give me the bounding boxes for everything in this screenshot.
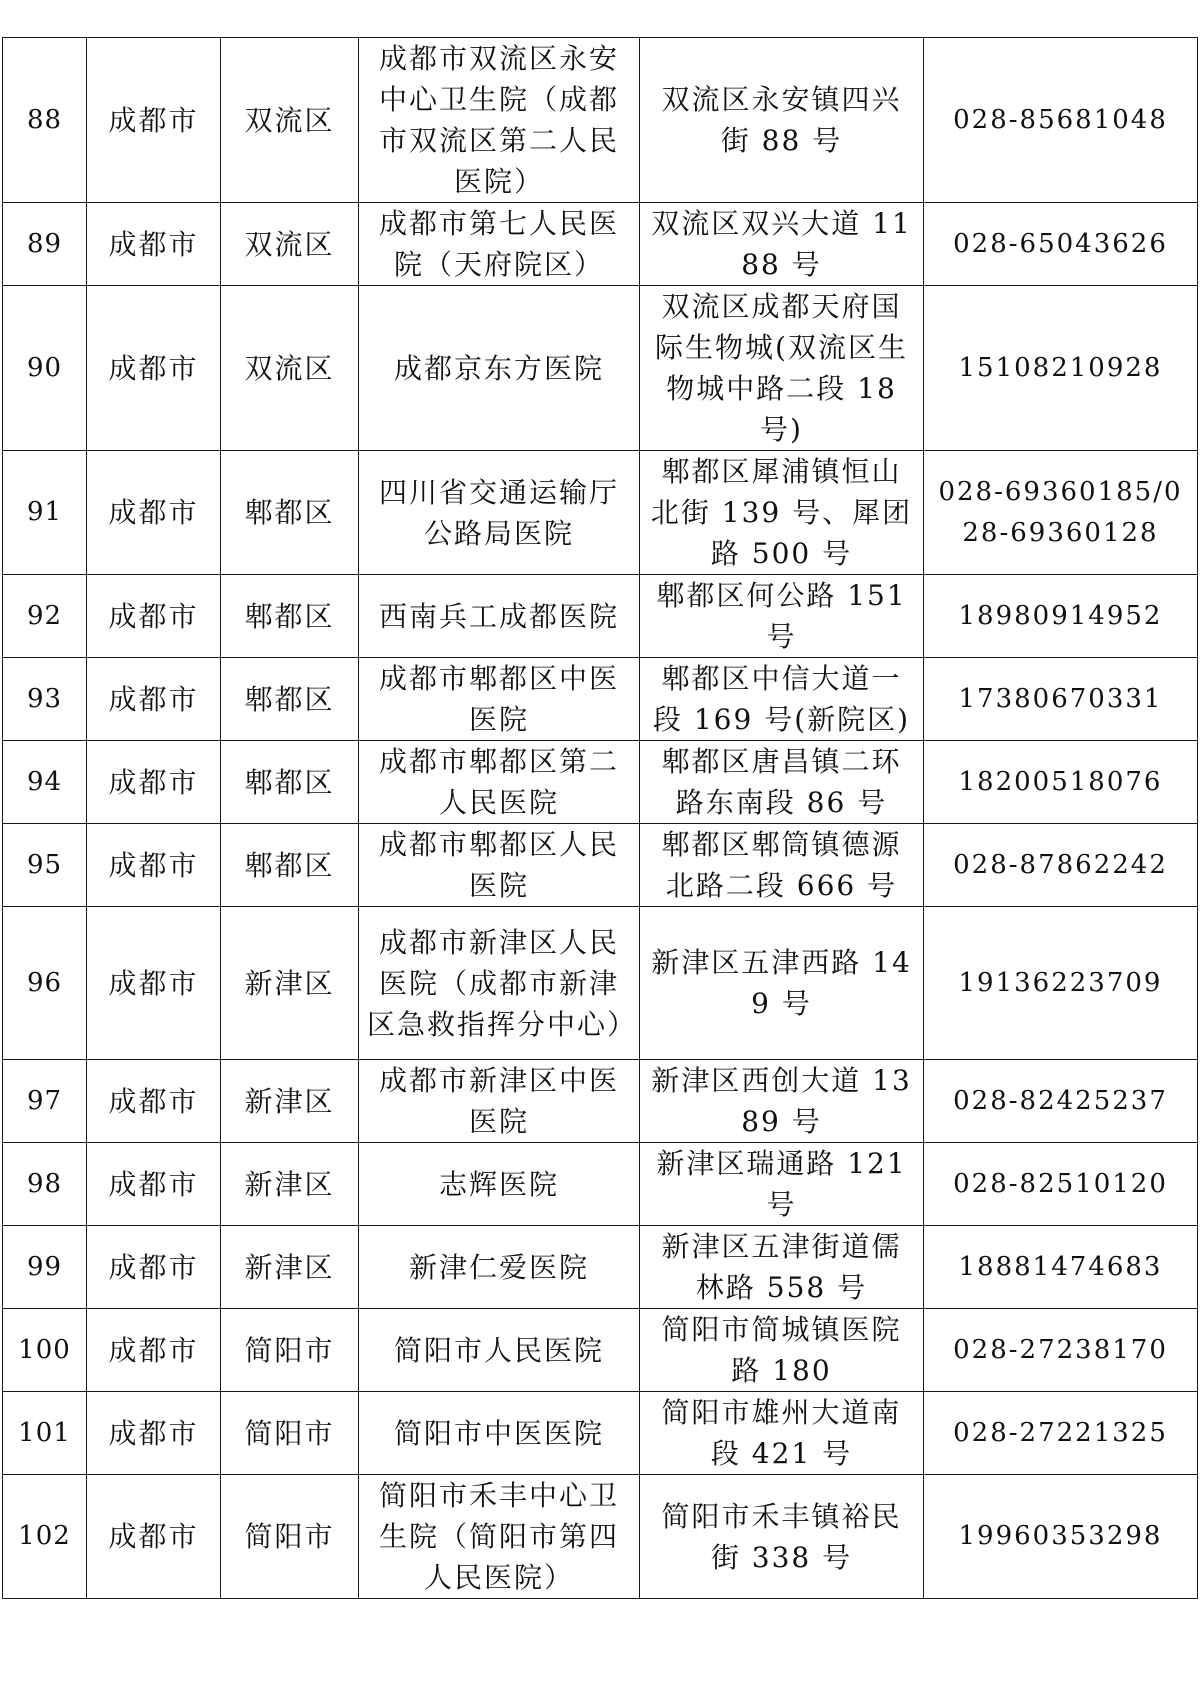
city-cell: 成都市 [87, 741, 221, 824]
city-cell: 成都市 [87, 451, 221, 575]
table-row [3, 1143, 1198, 1226]
table-row [3, 203, 1198, 286]
district-cell: 双流区 [221, 38, 359, 203]
city-cell: 成都市 [87, 286, 221, 451]
hospital-name-cell: 成都京东方医院 [359, 286, 640, 451]
table-row [3, 824, 1198, 907]
address-cell: 新津区瑞通路 121 号 [640, 1143, 924, 1226]
district-cell: 新津区 [221, 1143, 359, 1226]
city-cell: 成都市 [87, 1143, 221, 1226]
city-cell: 成都市 [87, 658, 221, 741]
hospital-name-cell: 成都市郫都区第二人民医院 [359, 741, 640, 824]
city-cell: 成都市 [87, 824, 221, 907]
address-cell: 新津区西创大道 1389 号 [640, 1060, 924, 1143]
district-cell: 郫都区 [221, 451, 359, 575]
city-cell: 成都市 [87, 575, 221, 658]
row-number: 99 [3, 1226, 87, 1309]
district-cell: 简阳市 [221, 1392, 359, 1475]
hospital-name-cell: 简阳市人民医院 [359, 1309, 640, 1392]
row-number: 95 [3, 824, 87, 907]
district-cell: 新津区 [221, 1060, 359, 1143]
table-row [3, 451, 1198, 575]
district-cell: 双流区 [221, 286, 359, 451]
table-row [3, 907, 1198, 1060]
address-cell: 简阳市禾丰镇裕民街 338 号 [640, 1475, 924, 1599]
address-cell: 郫都区何公路 151 号 [640, 575, 924, 658]
city-cell: 成都市 [87, 1226, 221, 1309]
row-number: 101 [3, 1392, 87, 1475]
district-cell: 郫都区 [221, 741, 359, 824]
city-cell: 成都市 [87, 1309, 221, 1392]
row-number: 90 [3, 286, 87, 451]
table-row [3, 1475, 1198, 1599]
address-cell: 双流区永安镇四兴街 88 号 [640, 38, 924, 203]
address-cell: 郫都区犀浦镇恒山北街 139 号、犀团路 500 号 [640, 451, 924, 575]
table-row [3, 1392, 1198, 1475]
row-number: 89 [3, 203, 87, 286]
hospital-name-cell: 成都市新津区中医医院 [359, 1060, 640, 1143]
hospital-table [2, 37, 1198, 1599]
table-row [3, 1309, 1198, 1392]
hospital-name-cell: 成都市新津区人民医院（成都市新津区急救指挥分中心） [359, 907, 640, 1060]
district-cell: 新津区 [221, 907, 359, 1060]
phone-cell: 028-27238170 [924, 1309, 1198, 1392]
row-number: 92 [3, 575, 87, 658]
city-cell: 成都市 [87, 907, 221, 1060]
phone-cell: 18200518076 [924, 741, 1198, 824]
hospital-name-cell: 简阳市中医医院 [359, 1392, 640, 1475]
district-cell: 郫都区 [221, 824, 359, 907]
row-number: 97 [3, 1060, 87, 1143]
district-cell: 新津区 [221, 1226, 359, 1309]
phone-cell: 028-82510120 [924, 1143, 1198, 1226]
hospital-name-cell: 志辉医院 [359, 1143, 640, 1226]
address-cell: 郫都区唐昌镇二环路东南段 86 号 [640, 741, 924, 824]
city-cell: 成都市 [87, 1060, 221, 1143]
city-cell: 成都市 [87, 203, 221, 286]
district-cell: 简阳市 [221, 1309, 359, 1392]
hospital-name-cell: 四川省交通运输厅公路局医院 [359, 451, 640, 575]
row-number: 102 [3, 1475, 87, 1599]
district-cell: 郫都区 [221, 658, 359, 741]
hospital-name-cell: 成都市郫都区中医医院 [359, 658, 640, 741]
phone-cell: 028-87862242 [924, 824, 1198, 907]
table-row [3, 658, 1198, 741]
district-cell: 双流区 [221, 203, 359, 286]
hospital-name-cell: 成都市第七人民医院（天府院区） [359, 203, 640, 286]
phone-cell: 19960353298 [924, 1475, 1198, 1599]
table-row [3, 1060, 1198, 1143]
row-number: 91 [3, 451, 87, 575]
district-cell: 简阳市 [221, 1475, 359, 1599]
phone-cell: 028-85681048 [924, 38, 1198, 203]
row-number: 94 [3, 741, 87, 824]
row-number: 93 [3, 658, 87, 741]
row-number: 88 [3, 38, 87, 203]
table-row [3, 1226, 1198, 1309]
address-cell: 郫都区中信大道一段 169 号(新院区) [640, 658, 924, 741]
address-cell: 简阳市简城镇医院路 180 [640, 1309, 924, 1392]
phone-cell: 18980914952 [924, 575, 1198, 658]
phone-cell: 18881474683 [924, 1226, 1198, 1309]
phone-cell: 028-65043626 [924, 203, 1198, 286]
table-row [3, 286, 1198, 451]
hospital-name-cell: 简阳市禾丰中心卫生院（简阳市第四人民医院） [359, 1475, 640, 1599]
phone-cell: 028-27221325 [924, 1392, 1198, 1475]
address-cell: 郫都区郫筒镇德源北路二段 666 号 [640, 824, 924, 907]
phone-cell: 028-82425237 [924, 1060, 1198, 1143]
phone-cell: 028-69360185/028-69360128 [924, 451, 1198, 575]
city-cell: 成都市 [87, 1392, 221, 1475]
hospital-name-cell: 成都市郫都区人民医院 [359, 824, 640, 907]
table-row [3, 575, 1198, 658]
address-cell: 新津区五津西路 149 号 [640, 907, 924, 1060]
city-cell: 成都市 [87, 38, 221, 203]
table-row [3, 38, 1198, 203]
hospital-name-cell: 西南兵工成都医院 [359, 575, 640, 658]
phone-cell: 17380670331 [924, 658, 1198, 741]
row-number: 96 [3, 907, 87, 1060]
district-cell: 郫都区 [221, 575, 359, 658]
table-row [3, 741, 1198, 824]
hospital-name-cell: 新津仁爱医院 [359, 1226, 640, 1309]
address-cell: 双流区成都天府国际生物城(双流区生物城中路二段 18 号) [640, 286, 924, 451]
address-cell: 新津区五津街道儒林路 558 号 [640, 1226, 924, 1309]
row-number: 98 [3, 1143, 87, 1226]
phone-cell: 19136223709 [924, 907, 1198, 1060]
address-cell: 简阳市雄州大道南段 421 号 [640, 1392, 924, 1475]
address-cell: 双流区双兴大道 1188 号 [640, 203, 924, 286]
hospital-name-cell: 成都市双流区永安中心卫生院（成都市双流区第二人民医院） [359, 38, 640, 203]
city-cell: 成都市 [87, 1475, 221, 1599]
phone-cell: 15108210928 [924, 286, 1198, 451]
row-number: 100 [3, 1309, 87, 1392]
